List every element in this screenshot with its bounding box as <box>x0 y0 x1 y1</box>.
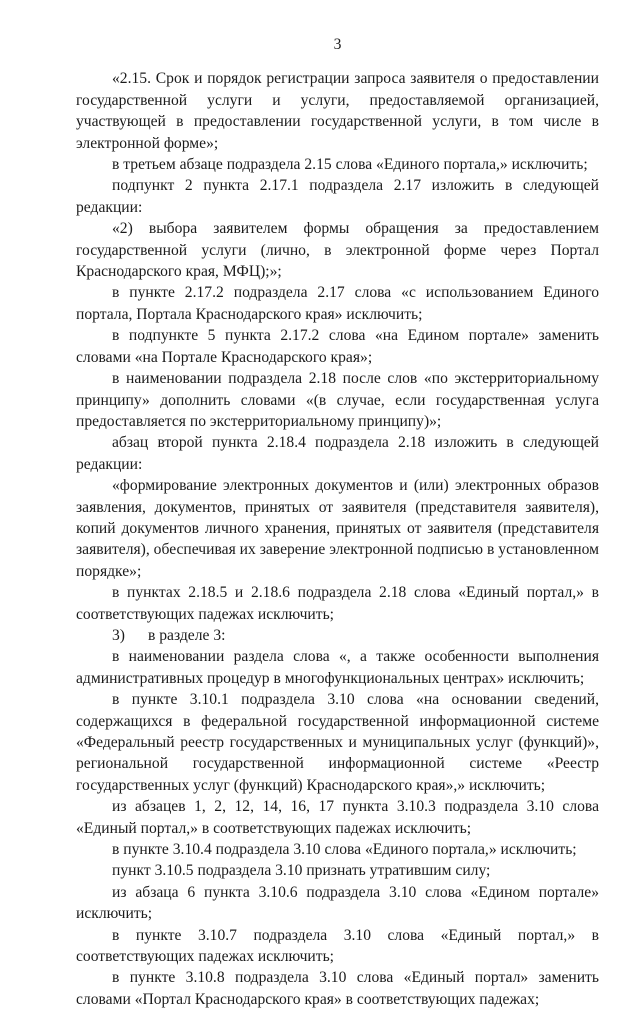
paragraph: «формирование электронных документов и (или) электронных образов заявления, документов, принятых от заявителя (представителя заявителя), копий документов личного хранения, принятых от заявителя (представителя заявителя), обеспечивая их заверение электронной подписью в установленном порядке»; <box>76 477 599 580</box>
list-item-3 <box>76 625 599 646</box>
paragraph: из абзацев 1, 2, 12, 14, 16, 17 пункта 3.10.3 подраздела 3.10 слова «Единый портал,» в соответствующих падежах исключить; <box>76 798 599 837</box>
paragraph: из абзаца 6 пункта 3.10.6 подраздела 3.10 слова «Едином портале» исключить; <box>76 883 599 923</box>
heading-quote: «2.15. Срок и порядок регистрации запроса заявителя о предоставлении государственной услуги и услуги, предоставляемой организацией, участвующей в предоставлении государственной услуги, в том числе в электронной форме»; <box>76 70 599 152</box>
paragraph: в пункте 3.10.8 подраздела 3.10 слова «Единый портал» заменить словами «Портал Краснодарского края» в соответствующих падежах; <box>76 969 599 1008</box>
list-item-number: 3) <box>112 626 125 644</box>
paragraph: в пункте 3.10.1 подраздела 3.10 слова «на основании сведений, содержащихся в федеральной государственной информационной системе «Федеральный реестр государственных и муниципальных услуг (функций)», региональной государственной информационной системе «Реестр государственных услуг (функций) Краснодарского края»,» исключить; <box>76 691 599 794</box>
paragraph: в пункте 2.17.2 подраздела 2.17 слова «с использованием Единого портала, Портала Краснодарского края» исключить; <box>76 284 599 323</box>
paragraph: «2) выбора заявителем формы обращения за предоставлением государственной услуги (лично, в электронной форме через Портал Краснодарского края, МФЦ);»; <box>76 220 599 281</box>
paragraph: в наименовании подраздела 2.18 после слов «по экстерриториальному принципу» дополнить словами «(в случае, если государственная услуга предоставляется по экстерриториальному принципу)»; <box>76 370 599 430</box>
paragraph: абзац второй пункта 2.18.4 подраздела 2.18 изложить в следующей редакции: <box>76 434 599 473</box>
paragraph: в пункте 3.10.7 подраздела 3.10 слова «Единый портал,» в соответствующих падежах исключить; <box>76 926 599 966</box>
paragraph: в пункте 3.10.4 подраздела 3.10 слова «Единого портала,» исключить; <box>112 841 577 859</box>
paragraph: в третьем абзаце подраздела 2.15 слова «Единого портала,» исключить; <box>112 156 588 174</box>
page-number: 3 <box>333 36 342 53</box>
paragraph: в наименовании раздела слова «, а также особенности выполнения административных процедур в многофункциональных центрах» исключить; <box>76 648 599 687</box>
paragraph: в пунктах 2.18.5 и 2.18.6 подраздела 2.18 слова «Единый портал,» в соответствующих падежах исключить; <box>76 584 599 623</box>
paragraph: подпункт 2 пункта 2.17.1 подраздела 2.17 изложить в следующей редакции: <box>76 177 599 216</box>
paragraph: пункт 3.10.5 подраздела 3.10 признать утратившим силу; <box>112 862 491 880</box>
paragraph: в подпункте 5 пункта 2.17.2 слова «на Едином портале» заменить словами «на Портале Краснодарского края»; <box>76 327 599 366</box>
list-item-text: в разделе 3: <box>148 626 226 644</box>
